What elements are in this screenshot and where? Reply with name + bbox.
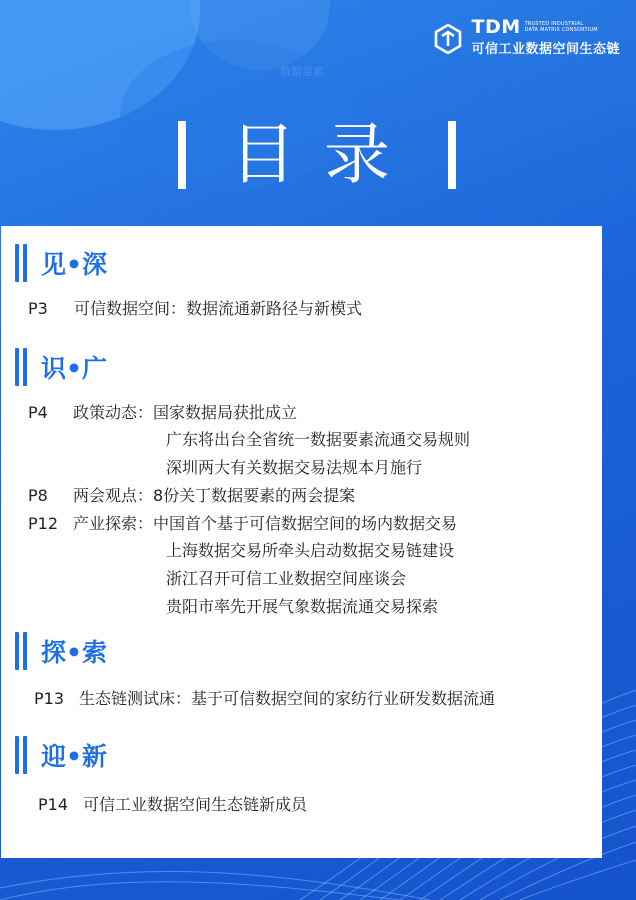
logo-en-line1: TRUSTED INDUSTRIAL — [524, 21, 584, 27]
tdm-logo — [431, 18, 620, 57]
entry-text: 政策动态：国家数据局获批成立 — [73, 403, 298, 422]
entry-text: 可信工业数据空间生态链新成员 — [83, 795, 308, 814]
page-number: P12 — [28, 514, 59, 533]
entry-text: 广东将出台全省统一数据要素流通交易规则 — [166, 430, 471, 449]
entry-text: 贵阳市率先开展气象数据流通交易探索 — [166, 597, 439, 616]
toc-entry[interactable] — [28, 298, 362, 320]
page-number: P14 — [38, 795, 69, 814]
section-header — [15, 632, 107, 670]
section-title: 探•索 — [41, 638, 107, 667]
section-header — [15, 244, 107, 282]
contents-card — [1, 226, 602, 858]
title-bar-left — [178, 121, 186, 189]
entry-text: 深圳两大有关数据交易法规本月施行 — [166, 458, 423, 477]
toc-entry[interactable] — [28, 485, 355, 507]
section-header — [15, 348, 107, 386]
section-marker-icon — [15, 736, 31, 774]
toc-entry-subline[interactable] — [166, 540, 454, 562]
entry-text: 上海数据交易所牵头启动数据交易链建设 — [166, 541, 455, 560]
toc-entry[interactable] — [28, 513, 457, 535]
page-title: 目录 — [230, 116, 418, 193]
toc-entry[interactable] — [38, 794, 307, 816]
section-marker-icon — [15, 348, 31, 386]
title-bar-right — [448, 121, 456, 189]
tdm-logo-icon — [431, 22, 465, 54]
toc-entry-subline[interactable] — [166, 596, 438, 618]
section-header — [15, 736, 107, 774]
logo-cn-name: 可信工业数据空间生态链 — [471, 42, 620, 57]
faint-watermark-text: 数据要素 — [280, 65, 324, 78]
page-title-row — [0, 118, 636, 198]
logo-abbr: TDM — [471, 16, 521, 38]
toc-entry-subline[interactable] — [166, 457, 422, 479]
section-title: 迎•新 — [41, 742, 107, 771]
page-number: P4 — [28, 403, 48, 422]
page-number: P8 — [28, 486, 48, 505]
section-title: 见•深 — [41, 250, 107, 279]
entry-text: 产业探索：中国首个基于可信数据空间的场内数据交易 — [73, 514, 458, 533]
section-title: 识•广 — [41, 354, 107, 383]
toc-entry[interactable] — [28, 402, 297, 424]
section-marker-icon — [15, 244, 31, 282]
toc-entry-subline[interactable] — [166, 429, 470, 451]
logo-en-line2: DATA MATRIX CONSORTIUM — [524, 27, 598, 33]
toc-entry[interactable] — [34, 688, 495, 710]
page-number: P3 — [28, 299, 48, 318]
section-marker-icon — [15, 632, 31, 670]
entry-text: 两会观点：8份关丁数据要素的两会提案 — [73, 486, 356, 505]
entry-text: 可信数据空间：数据流通新路径与新模式 — [74, 299, 363, 318]
entry-text: 生态链测试床：基于可信数据空间的家纺行业研发数据流通 — [79, 689, 496, 708]
entry-text: 浙江召开可信工业数据空间座谈会 — [166, 569, 407, 588]
page-number: P13 — [34, 689, 65, 708]
toc-entry-subline[interactable] — [166, 568, 406, 590]
